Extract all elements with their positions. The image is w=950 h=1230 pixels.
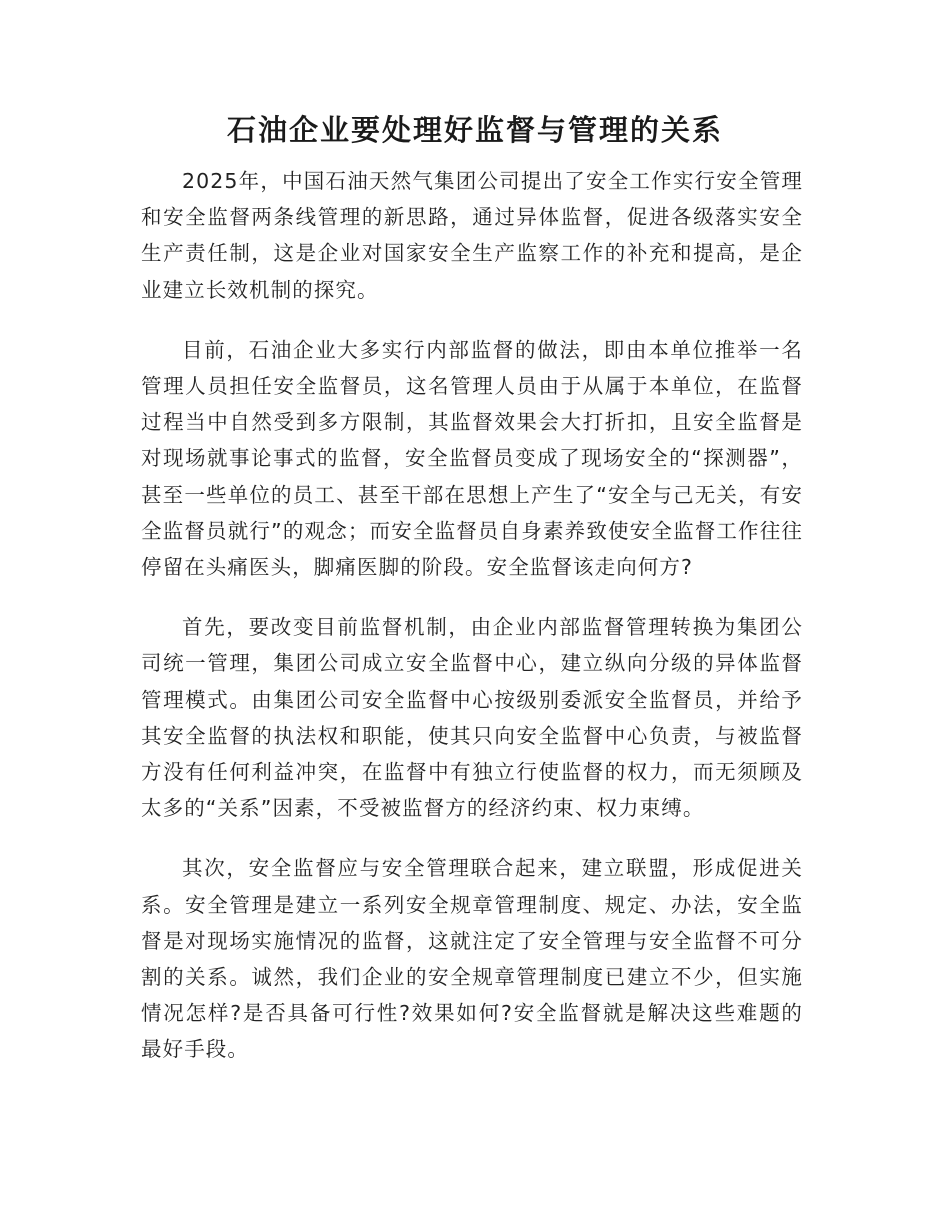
- document-title: 石油企业要处理好监督与管理的关系: [226, 113, 723, 147]
- paragraph-3: 首先，要改变目前监督机制，由企业内部监督管理转换为集团公司统一管理，集团公司成立安全监督中心，建立纵向分级的异体监督管理模式。由集团公司安全监督中心按级别委派安全监督员，并给予其安全监督的执法权和职能，使其只向安全监督中心负责，与被监督方没有任何利益冲突，在监督中有独立行使监督的权力，而无须顾及太多的“关系”因素，不受被监督方的经济约束、权力束缚。: [141, 615, 803, 821]
- paragraph-1: 2025年，中国石油天然气集团公司提出了安全工作实行安全管理和安全监督两条线管理的新思路，通过异体监督，促进各级落实安全生产责任制，这是企业对国家安全生产监察工作的补充和提高，是企业建立长效机制的探究。: [141, 169, 803, 302]
- document-body: [141, 163, 803, 1092]
- paragraph-4: 其次，安全监督应与安全管理联合起来，建立联盟，形成促进关系。安全管理是建立一系列安全规章管理制度、规定、办法，安全监督是对现场实施情况的监督，这就注定了安全管理与安全监督不可分割的关系。诚然，我们企业的安全规章管理制度已建立不少，但实施情况怎样?是否具备可行性?效果如何?安全监督就是解决这些难题的最好手段。: [141, 856, 803, 1062]
- paragraph-2: 目前，石油企业大多实行内部监督的做法，即由本单位推举一名管理人员担任安全监督员，这名管理人员由于从属于本单位，在监督过程当中自然受到多方限制，其监督效果会大打折扣，且安全监督是对现场就事论事式的监督，安全监督员变成了现场安全的“探测器”，甚至一些单位的员工、甚至干部在思想上产生了“安全与己无关，有安全监督员就行”的观念；而安全监督员自身素养致使安全监督工作往往停留在头痛医头，脚痛医脚的阶段。安全监督该走向何方?: [141, 337, 803, 580]
